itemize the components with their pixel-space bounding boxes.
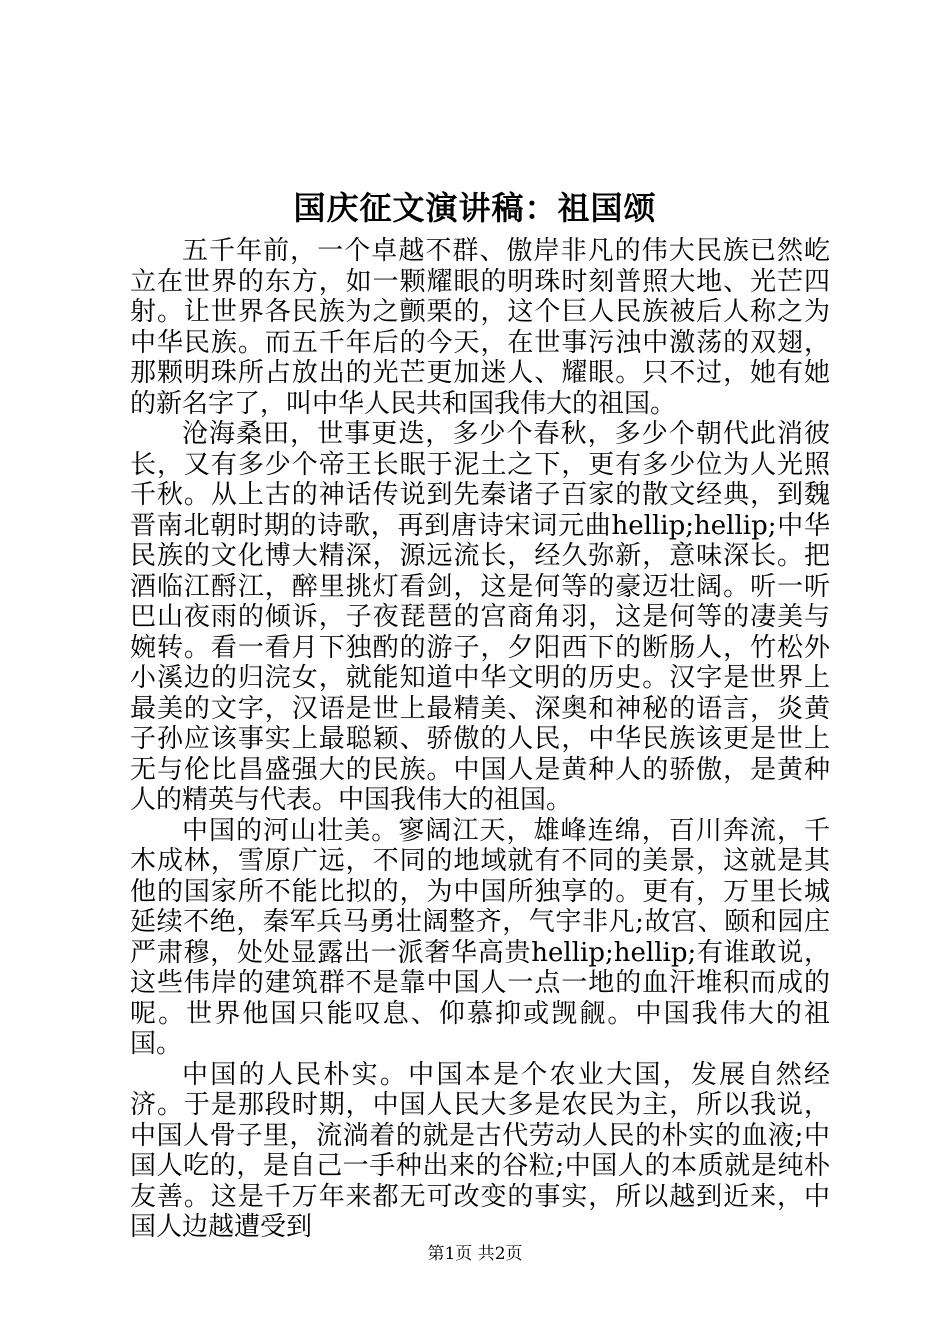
page-footer: 第1页 共2页	[427, 1244, 523, 1264]
document-title: 国庆征文演讲稿：祖国颂	[293, 189, 657, 227]
document-body	[130, 236, 830, 1243]
paragraph: 五千年前，一个卓越不群、傲岸非凡的伟大民族已然屹立在世界的东方，如一颗耀眼的明珠时刻普照大地、光芒四射。让世界各民族为之颤栗的，这个巨人民族被后人称之为中华民族。而五千年后的今天，在世事污浊中激荡的双翅，那颗明珠所占放出的光芒更加迷人、耀眼。只不过，她有她的新名字了，叫中华人民共和国我伟大的祖国。	[130, 236, 830, 419]
paragraph: 中国的河山壮美。寥阔江天，雄峰连绵，百川奔流，千木成林，雪原广远，不同的地域就有不同的美景，这就是其他的国家所不能比拟的，为中国所独享的。更有，万里长城延续不绝，秦军兵马勇壮阔整齐，气宇非凡;故宫、颐和园庄严肃穆，处处显露出一派奢华高贵hellip;hellip;有谁敢说，这些伟岸的建筑群不是靠中国人一点一地的血汗堆积而成的呢。世界他国只能叹息、仰慕抑或觊觎。中国我伟大的祖国。	[130, 815, 830, 1059]
paragraph: 中国的人民朴实。中国本是个农业大国，发展自然经济。于是那段时期，中国人民大多是农民为主，所以我说，中国人骨子里，流淌着的就是古代劳动人民的朴实的血液;中国人吃的，是自己一手种出来的谷粒;中国人的本质就是纯朴友善。这是千万年来都无可改变的事实，所以越到近来，中国人边越遭受到	[130, 1059, 830, 1242]
paragraph: 沧海桑田，世事更迭，多少个春秋，多少个朝代此消彼长，又有多少个帝王长眠于泥土之下，更有多少位为人光照千秋。从上古的神话传说到先秦诸子百家的散文经典，到魏晋南北朝时期的诗歌，再到唐诗宋词元曲hellip;hellip;中华民族的文化博大精深，源远流长，经久弥新，意味深长。把酒临江酹江，醉里挑灯看剑，这是何等的豪迈壮阔。听一听巴山夜雨的倾诉，子夜琵琶的宫商角羽，这是何等的凄美与婉转。看一看月下独酌的游子，夕阳西下的断肠人，竹松外小溪边的归浣女，就能知道中华文明的历史。汉字是世界上最美的文字，汉语是世上最精美、深奥和神秘的语言，炎黄子孙应该事实上最聪颖、骄傲的人民，中华民族该更是世上无与伦比昌盛强大的民族。中国人是黄种人的骄傲，是黄种人的精英与代表。中国我伟大的祖国。	[130, 419, 830, 815]
